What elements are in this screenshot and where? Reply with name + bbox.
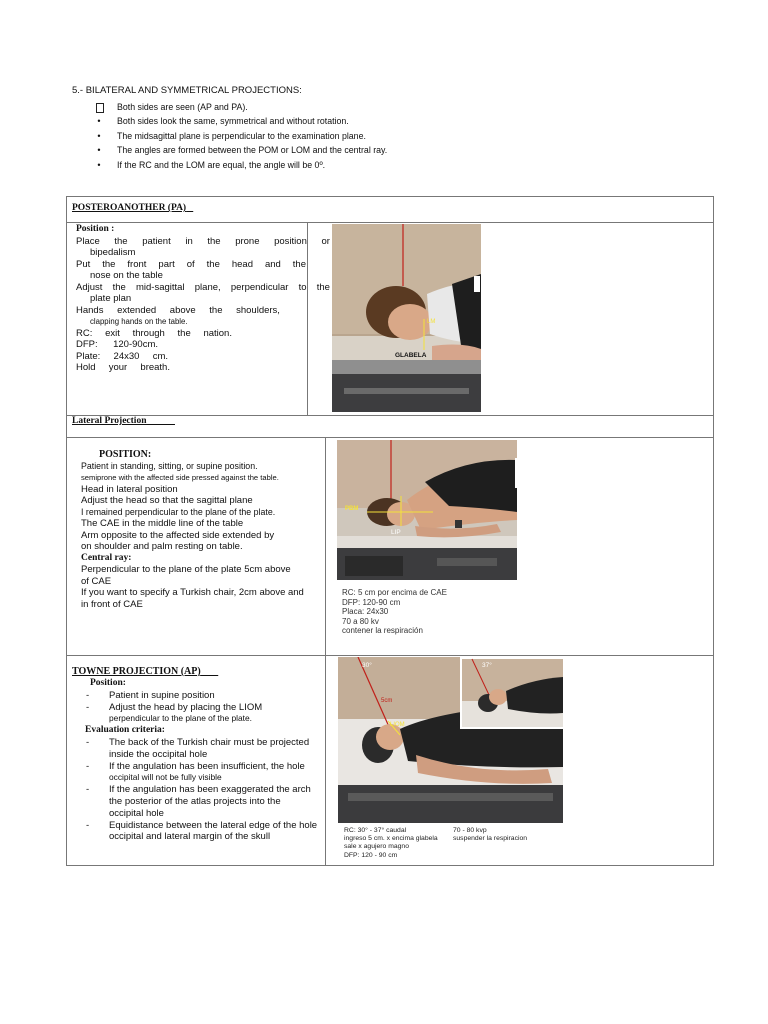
pa-radiography-photo xyxy=(332,224,481,412)
bullet-icon: • xyxy=(97,159,101,170)
text-line: plate plan xyxy=(90,293,132,304)
lateral-radiography-photo xyxy=(337,440,517,580)
eval-label: Evaluation criteria: xyxy=(85,725,165,736)
divider xyxy=(67,222,713,223)
position-label: POSITION: xyxy=(99,449,152,460)
list-item: - Patient in supine position xyxy=(86,689,215,701)
list-item: - Equidistance between the lateral edge of the hole xyxy=(86,819,318,831)
caption-line: RC: 30° - 37° caudal xyxy=(344,827,407,834)
pbm-label: PBM xyxy=(345,506,359,512)
dash-bullet-icon: - xyxy=(86,736,90,748)
caption-line: ingreso 5 cm. x encima glabela xyxy=(344,835,438,843)
bullet-icon: • xyxy=(97,145,101,155)
text-line: Put the front part of the head and the xyxy=(76,258,306,270)
text-line: The CAE in the middle line of the table xyxy=(81,518,244,529)
liom-label: LIOM xyxy=(390,722,405,728)
caption-line: DFP: 120-90 cm xyxy=(342,597,401,607)
list-item: - If the angulation has been exaggerated the arch xyxy=(86,784,311,796)
bullet-icon: • xyxy=(97,130,101,141)
glabela-label: GLABELA xyxy=(395,352,427,359)
text-line: on shoulder and palm resting on table. xyxy=(81,541,243,552)
text-line: semiprone with the affected side pressed against the table. xyxy=(81,473,279,482)
list-item: • If the RC and the LOM are equal, the angle will be 0º. xyxy=(72,158,712,173)
text-line: Adjust the head so that the sagittal plane xyxy=(81,495,253,506)
text-line: occipital will not be fully visible xyxy=(109,772,222,783)
text-line: nose on the table xyxy=(90,270,163,281)
section-heading: 5.- BILATERAL AND SYMMETRICAL PROJECTIONS: xyxy=(72,85,302,96)
caption-line: suspender la respiracion xyxy=(453,835,528,843)
towne-caption-left xyxy=(344,827,454,860)
list-item: • The midsagittal plane is perpendicular to the examination plane. xyxy=(72,129,712,144)
caption-line: 70 a 80 kv xyxy=(342,616,379,626)
list-item: • Both sides look the same, symmetrical and without rotation. xyxy=(72,114,712,129)
text-line: RC: exit through the nation. xyxy=(76,327,232,339)
text-line: Patient in standing, sitting, or supine position. xyxy=(81,460,258,471)
text-line: Place the patient in the prone position or xyxy=(76,235,330,247)
intro-section xyxy=(72,84,712,172)
caption-line: DFP: 120 - 90 cm xyxy=(344,851,398,859)
text-line: bipedalism xyxy=(90,247,136,258)
list-item: Both sides are seen (AP and PA). xyxy=(72,100,712,115)
towne-text xyxy=(72,678,330,843)
text-line: clapping hands on the table. xyxy=(90,317,188,326)
caption-line: Placa: 24x30 xyxy=(342,607,389,616)
text-line: DFP: 120-90cm. xyxy=(76,339,158,350)
text-line: of CAE xyxy=(81,575,112,587)
divider xyxy=(67,655,713,656)
central-ray-label: Central ray: xyxy=(81,552,132,563)
text-line: Plate: 24x30 cm. xyxy=(76,350,168,362)
text-line: inside the occipital hole xyxy=(109,748,208,760)
lateral-title: Lateral Projection xyxy=(72,416,147,426)
dash-bullet-icon: - xyxy=(86,819,90,831)
pa-position-text xyxy=(76,224,330,374)
lateral-caption xyxy=(342,588,522,636)
pa-title: POSTEROANOTHER (PA) xyxy=(72,203,187,213)
dash-bullet-icon: - xyxy=(86,760,90,772)
lip-label: LIP xyxy=(391,529,401,536)
towne-caption-right xyxy=(453,827,563,843)
text-line: Head in lateral position xyxy=(81,483,178,495)
list-item: • The angles are formed between the POM or LOM and the central ray. xyxy=(72,143,712,158)
text-line: Adjust the mid-sagittal plane, perpendicular to the xyxy=(76,281,330,293)
caption-line: 70 - 80 kvp xyxy=(453,827,487,834)
position-label: Position: xyxy=(90,678,126,688)
angle-37-label: 37° xyxy=(482,662,492,669)
text-line: occipital and lateral margin of the skull xyxy=(109,831,271,843)
lateral-position-text xyxy=(81,449,331,610)
text-line: Hold your breath. xyxy=(76,362,170,373)
5cm-label: 5cm xyxy=(381,698,393,704)
caption-line: RC: 5 cm por encima de CAE xyxy=(342,588,447,597)
list-item: - Adjust the head by placing the LIOM xyxy=(86,701,263,713)
text-line: I remained perpendicular to the plane of the plate. xyxy=(81,506,276,517)
caption-line: contener la respiración xyxy=(342,626,423,635)
text-line: Perpendicular to the plane of the plate 5cm above xyxy=(81,564,291,575)
text-line: perpendicular to the plane of the plate. xyxy=(109,713,252,724)
position-label: Position : xyxy=(76,224,115,234)
dash-bullet-icon: - xyxy=(86,689,90,701)
lm-label: LM xyxy=(427,319,436,325)
dash-bullet-icon: - xyxy=(86,784,90,796)
text-line: If you want to specify a Turkish chair, 2cm above and xyxy=(81,587,304,598)
text-line: Hands extended above the shoulders, xyxy=(76,304,280,316)
list-item: - If the angulation has been insufficient, the hole xyxy=(86,760,305,772)
text-line: Arm opposite to the affected side extended by xyxy=(81,529,275,541)
list-item: - The back of the Turkish chair must be projected xyxy=(86,736,310,748)
bullet-icon: • xyxy=(97,116,101,126)
checkbox-bullet-icon xyxy=(96,103,104,113)
divider xyxy=(67,437,713,438)
angle-30-label: 30° xyxy=(362,662,372,669)
text-line: occipital hole xyxy=(109,807,164,819)
text-line: the posterior of the atlas projects into the xyxy=(109,795,281,807)
text-line: in front of CAE xyxy=(81,598,143,610)
towne-radiography-photo xyxy=(338,657,563,823)
dash-bullet-icon: - xyxy=(86,701,90,713)
caption-line: sale x agujero magno xyxy=(344,843,409,851)
towne-title: TOWNE PROJECTION (AP) xyxy=(72,666,201,677)
intro-list xyxy=(72,100,712,173)
